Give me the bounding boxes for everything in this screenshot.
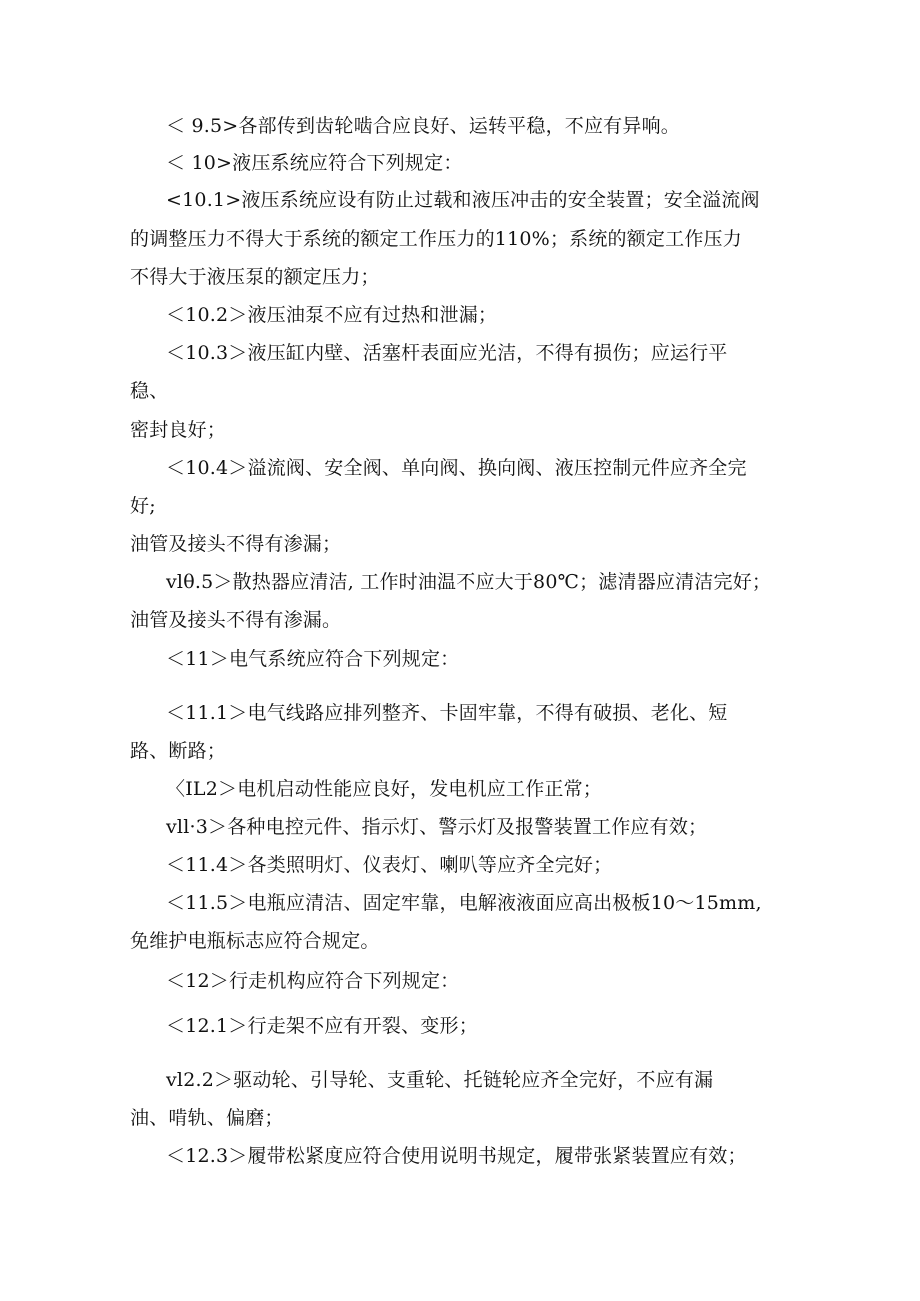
text-line: ＜11.4＞各类照明灯、仪表灯、喇叭等应齐全完好； <box>166 854 613 876</box>
text-line: 的调整压力不得大于系统的额定工作压力的110%；系统的额定工作压力 <box>130 228 742 250</box>
text-line: 不得大于液压泵的额定压力； <box>130 266 380 288</box>
text-line: 免维护电瓶标志应符合规定。 <box>130 930 380 952</box>
text-line: ＜11.1＞电气线路应排列整齐、卡固牢靠，不得有破损、老化、短 <box>166 702 728 724</box>
text-line: 稳、 <box>130 380 169 402</box>
text-line: 密封良好； <box>130 419 227 441</box>
text-line: 油管及接头不得有渗漏； <box>130 533 342 555</box>
text-line: 好; <box>130 495 156 517</box>
text-line: 〈IL2＞电机启动性能应良好，发电机应工作正常； <box>166 778 603 800</box>
text-line: ＜ 9.5>各部传到齿轮啮合应良好、运转平稳，不应有异响。 <box>166 115 680 137</box>
text-line: ＜12.3＞履带松紧度应符合使用说明书规定，履带张紧装置应有效； <box>166 1145 747 1167</box>
text-line: ＜12.1＞行走架不应有开裂、变形； <box>166 1015 478 1037</box>
text-line: ＜11＞电气系统应符合下列规定： <box>166 648 460 670</box>
text-line: 油、啃轨、偏磨； <box>130 1107 284 1129</box>
text-line: ＜10.4＞溢流阀、安全阀、单向阀、换向阀、液压控制元件应齐全完 <box>166 457 747 479</box>
text-line: vll·3＞各种电控元件、指示灯、警示灯及报警装置工作应有效； <box>166 816 708 838</box>
text-line: 油管及接头不得有渗漏。 <box>130 609 342 631</box>
text-line: 路、断路； <box>130 740 227 762</box>
text-line: ＜10.3＞液压缸内壁、活塞杆表面应光洁，不得有损伤；应运行平 <box>166 342 728 364</box>
text-line: vl2.2＞驱动轮、引导轮、支重轮、托链轮应齐全完好，不应有漏 <box>166 1069 714 1091</box>
text-line: <10.1>液压系统应设有防止过载和液压冲击的安全装置；安全溢流阀 <box>166 189 760 211</box>
text-line: ＜11.5＞电瓶应清洁、固定牢靠，电解液液面应高出极板10～15mm, <box>166 892 762 914</box>
text-line: vlθ.5＞散热器应清洁, 工作时油温不应大于80℃；滤清器应清洁完好； <box>166 571 772 593</box>
text-line: ＜10.2＞液压油泵不应有过热和泄漏； <box>166 304 498 326</box>
text-line: ＜12＞行走机构应符合下列规定： <box>166 970 460 992</box>
text-line: ＜ 10>液压系统应符合下列规定： <box>166 152 463 174</box>
